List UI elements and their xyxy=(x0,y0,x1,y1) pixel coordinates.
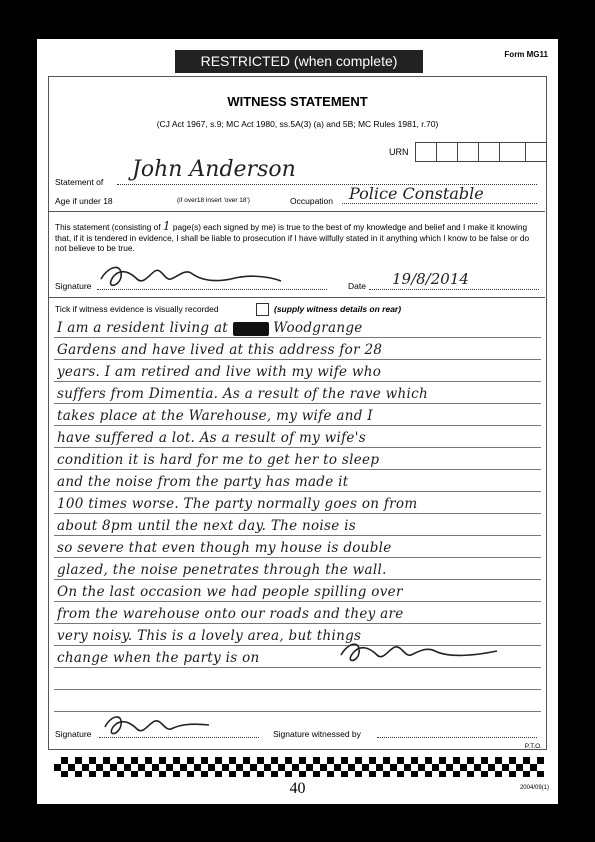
pto-label: P.T.O. xyxy=(524,743,542,750)
ruled-line xyxy=(54,469,541,470)
pages-count: 1 xyxy=(162,219,171,233)
statement-line: years. I am retired and live with my wife who xyxy=(57,364,382,380)
ruled-line xyxy=(54,557,541,558)
signature-label: Signature xyxy=(55,281,92,291)
ruled-line xyxy=(54,447,541,448)
statement-line: condition it is hard for me to get her to sleep xyxy=(57,452,380,468)
urn-box[interactable] xyxy=(415,142,437,162)
urn-box[interactable] xyxy=(478,142,500,162)
witnessed-line xyxy=(377,737,537,738)
ruled-line xyxy=(54,491,541,492)
redaction-block xyxy=(233,322,269,336)
date-line xyxy=(369,289,539,290)
legal-reference: (CJ Act 1967, s.9; MC Act 1980, ss.5A(3) (a) and 5B; MC Rules 1981, r.70) xyxy=(156,119,439,129)
statement-line: so severe that even though my house is double xyxy=(57,540,392,556)
statement-line: and the noise from the party has made it xyxy=(57,474,349,490)
form-reference: Form MG11 xyxy=(504,50,548,59)
statement-line: glazed, the noise penetrates through the wall. xyxy=(57,562,387,578)
statement-line: suffers from Dimentia. As a result of the rave which xyxy=(57,386,429,402)
date-value: 19/8/2014 xyxy=(392,270,469,288)
section-divider xyxy=(48,211,545,212)
statement-line-text: I am a resident living at xyxy=(57,320,229,336)
statement-line: On the last occasion we had people spilling over xyxy=(57,584,403,600)
ruled-line xyxy=(54,337,541,338)
statement-line: from the warehouse onto our roads and they are xyxy=(57,606,404,622)
inline-signature xyxy=(337,637,517,667)
visual-record-label: Tick if witness evidence is visually recorded xyxy=(55,304,219,314)
urn-label: URN xyxy=(389,147,409,157)
form-code: 2004/09(1) xyxy=(519,785,549,791)
occupation-label: Occupation xyxy=(290,196,333,206)
page-number: 40 xyxy=(289,780,306,797)
restricted-banner: RESTRICTED (when complete) xyxy=(175,50,423,73)
footer-signature-label: Signature xyxy=(55,729,92,739)
date-label: Date xyxy=(348,281,366,291)
statement-line: 100 times worse. The party normally goes on from xyxy=(57,496,418,512)
ruled-line xyxy=(54,623,541,624)
ruled-line xyxy=(54,403,541,404)
statement-line: takes place at the Warehouse, my wife and I xyxy=(57,408,373,424)
statement-of-label: Statement of xyxy=(55,177,104,187)
urn-box[interactable] xyxy=(525,142,547,162)
ruled-line xyxy=(54,579,541,580)
page-title: WITNESS STATEMENT xyxy=(227,94,368,109)
ruled-line xyxy=(54,513,541,514)
checkered-border xyxy=(54,757,544,777)
statement-line xyxy=(57,320,537,336)
occupation-line xyxy=(342,203,537,204)
ruled-line xyxy=(54,601,541,602)
section-divider xyxy=(48,297,545,298)
ruled-line xyxy=(54,359,541,360)
ruled-line xyxy=(54,689,541,690)
declaration-after: page(s) each signed by me) is true to the best of my knowledge and belief and I make it knowing that, if it is tendered in evidence, I shall be liable to prosecution if I have wilfully stated in it anything which I know to be false or do not believe to be true. xyxy=(55,222,530,253)
witness-name: John Anderson xyxy=(132,157,296,182)
statement-line-suffix: Woodgrange xyxy=(273,320,363,336)
witnessed-label: Signature witnessed by xyxy=(273,729,361,739)
witness-signature xyxy=(95,261,305,291)
ruled-line xyxy=(54,667,541,668)
age-note: (if over18 insert 'over 18') xyxy=(177,197,250,204)
ruled-line xyxy=(54,535,541,536)
statement-line: about 8pm until the next day. The noise is xyxy=(57,518,356,534)
occupation-value: Police Constable xyxy=(349,184,484,203)
ruled-line xyxy=(54,381,541,382)
visual-record-checkbox[interactable] xyxy=(256,303,269,316)
declaration-before: This statement (consisting of xyxy=(55,222,161,232)
age-label: Age if under 18 xyxy=(55,196,113,206)
visual-record-note: (supply witness details on rear) xyxy=(274,304,402,314)
footer-signature xyxy=(99,711,229,741)
urn-box[interactable] xyxy=(436,142,458,162)
ruled-line xyxy=(54,425,541,426)
statement-line: change when the party is on xyxy=(57,650,260,666)
witness-statement-form xyxy=(37,39,558,804)
statement-line: Gardens and have lived at this address for 28 xyxy=(57,342,383,358)
urn-box[interactable] xyxy=(457,142,479,162)
statement-line: very noisy. This is a lovely area, but things xyxy=(57,628,362,644)
declaration-text xyxy=(55,221,542,254)
statement-line: have suffered a lot. As a result of my wife's xyxy=(57,430,366,446)
